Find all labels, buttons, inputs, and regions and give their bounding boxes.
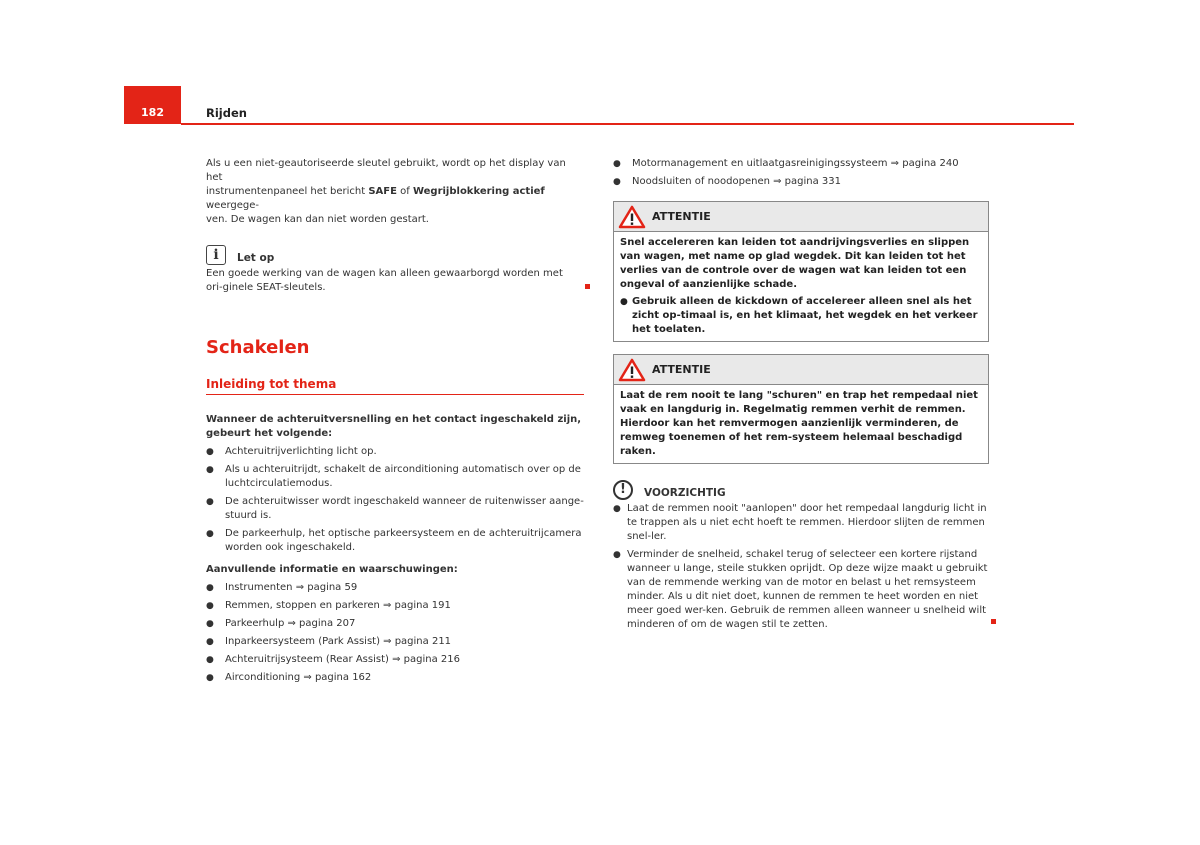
bullet-dot: ● xyxy=(206,497,214,507)
list-item xyxy=(206,653,584,667)
page-reference: Inparkeersysteem (Park Assist) ⇒ pagina 211 xyxy=(225,636,452,647)
note-text-content: Een goede werking van de wagen kan alleen gewaarborgd worden met ori-ginele SEAT-sleutels. xyxy=(206,268,563,293)
attention-text: Laat de rem nooit te lang "schuren" en trap het rempedaal niet vaak en langdurig in. Regelmatig remmen verhit de remmen. Hierdoor kan het remvermogen aanzienlijk verminderen, de remweg toenemen of het rem-systeem helemaal beschadigd raken. xyxy=(620,390,978,457)
list-item xyxy=(206,581,584,595)
header-rule xyxy=(181,123,1074,125)
page-reference: Achteruitrijsysteem (Rear Assist) ⇒ pagina 216 xyxy=(225,654,460,665)
intro-text-3: of xyxy=(396,186,413,197)
attention-bullet-text: Gebruik alleen de kickdown of accelereer alleen snel als het zicht op-timaal is, en het klimaat, het wegdek en het verkeer het toelaten. xyxy=(632,296,978,335)
attention-box-2 xyxy=(613,354,989,464)
list-item xyxy=(613,175,989,189)
attention-text: Snel accelereren kan leiden tot aandrijvingsverlies en slippen van wagen, met name op glad wegdek. Dit kan leiden tot het verlies van de controle over de wagen wat kan leiden tot een ongeval of aanzienlijke schade. xyxy=(620,237,970,290)
note-title: Let op xyxy=(237,252,275,264)
attention-title: ATTENTIE xyxy=(652,209,711,223)
list-item-text: De achteruitwisser wordt ingeschakeld wanneer de ruitenwisser aange-stuurd is. xyxy=(225,496,584,521)
intro-wegrijblokkering: Wegrijblokkering actief xyxy=(412,186,545,197)
bullet-dot: ● xyxy=(620,297,628,307)
attention-body xyxy=(614,232,988,341)
bullet-dot: ● xyxy=(206,601,214,611)
intro-safe: SAFE xyxy=(368,186,397,197)
warning-triangle-icon xyxy=(618,358,646,382)
list-item xyxy=(206,671,584,685)
intro-text-5: ven. De wagen kan dan niet worden gestart. xyxy=(206,214,429,225)
page-reference: Remmen, stoppen en parkeren ⇒ pagina 191 xyxy=(225,600,451,611)
bullet-dot: ● xyxy=(206,529,214,539)
attention-title: ATTENTIE xyxy=(652,362,711,376)
extra-info-title xyxy=(206,563,584,577)
page-reference: Motormanagement en uitlaatgasreinigingssysteem ⇒ pagina 240 xyxy=(632,158,959,169)
page-reference: Instrumenten ⇒ pagina 59 xyxy=(225,582,358,593)
end-mark xyxy=(585,284,590,289)
caution-icon: ! xyxy=(613,480,633,500)
note-header xyxy=(206,245,584,265)
page-number-tab xyxy=(124,86,181,124)
attention-header xyxy=(614,202,988,232)
bullet-dot: ● xyxy=(613,159,621,169)
bullet-dot: ● xyxy=(206,619,214,629)
list-item xyxy=(613,502,989,544)
page-reference: Airconditioning ⇒ pagina 162 xyxy=(225,672,372,683)
left-column xyxy=(206,157,584,685)
list-item xyxy=(613,157,989,171)
bullet-dot: ● xyxy=(206,673,214,683)
page-reference: Noodsluiten of noodopenen ⇒ pagina 331 xyxy=(632,176,842,187)
caution-header xyxy=(613,480,989,500)
list-item xyxy=(613,548,989,632)
list-item xyxy=(206,495,584,523)
bullet-dot: ● xyxy=(613,550,621,560)
caution-title: VOORZICHTIG xyxy=(644,487,726,499)
list-item xyxy=(206,635,584,649)
attention-bullet xyxy=(620,295,982,337)
right-column xyxy=(613,157,989,632)
extra-info-title-text: Aanvullende informatie en waarschuwingen xyxy=(206,564,454,575)
bullet-dot: ● xyxy=(613,177,621,187)
list-item-text: De parkeerhulp, het optische parkeersysteem en de achteruitrijcamera worden ook ingeschakeld. xyxy=(225,528,582,553)
extra-info-colon: : xyxy=(453,564,458,575)
bullet-dot: ● xyxy=(613,504,621,514)
bullet-dot: ● xyxy=(206,655,214,665)
list-item xyxy=(206,617,584,631)
page-reference: Parkeerhulp ⇒ pagina 207 xyxy=(225,618,356,629)
bullet-dot: ● xyxy=(206,637,214,647)
end-mark xyxy=(991,619,996,624)
section-title: Rijden xyxy=(206,106,247,120)
list-item xyxy=(206,527,584,555)
attention-header xyxy=(614,355,988,385)
intro-text-1: Als u een niet-geautoriseerde sleutel gebruikt, wordt op het display van het xyxy=(206,158,566,183)
intro-text-2: instrumentenpaneel het bericht xyxy=(206,186,369,197)
bullet-dot: ● xyxy=(206,583,214,593)
attention-body xyxy=(614,385,988,463)
page-number: 182 xyxy=(141,106,164,119)
caution-text: Verminder de snelheid, schakel terug of selecteer een kortere rijstand wanneer u lange, steile stukken oprijdt. Op deze wijze maakt u gebruikt van de remmende werking van de motor en belast u het remsysteem minder. Als u dit niet doet, kunnen de remmen te heet worden en niet meer goed wer-ken. Gebruik de remmen alleen wanneer u snelheid wilt minderen of om de wagen stil te zetten. xyxy=(627,549,988,630)
lead-paragraph: Wanneer de achteruitversnelling en het contact ingeschakeld zijn, gebeurt het volgende: xyxy=(206,414,582,439)
list-item xyxy=(206,463,584,491)
sub-heading: Inleiding tot thema xyxy=(206,377,584,395)
bullet-dot: ● xyxy=(206,465,214,475)
list-item xyxy=(206,445,584,459)
caution-text: Laat de remmen nooit "aanlopen" door het rempedaal langdurig licht in te trappen als u niet echt hoeft te remmen. Hierdoor slijten de remmen snel-ler. xyxy=(627,503,987,542)
bullet-dot: ● xyxy=(206,447,214,457)
warning-triangle-icon xyxy=(618,205,646,229)
chapter-heading: Schakelen xyxy=(206,337,310,358)
info-icon: i xyxy=(206,245,226,265)
intro-text-4: weergege- xyxy=(206,200,260,211)
list-item-text: Achteruitrijverlichting licht op. xyxy=(225,446,377,457)
list-item xyxy=(206,599,584,613)
attention-box-1 xyxy=(613,201,989,342)
note-text xyxy=(206,267,578,295)
intro-paragraph xyxy=(206,157,584,227)
list-item-text: Als u achteruitrijdt, schakelt de airconditioning automatisch over op de luchtcirculatiemodus. xyxy=(225,464,581,489)
